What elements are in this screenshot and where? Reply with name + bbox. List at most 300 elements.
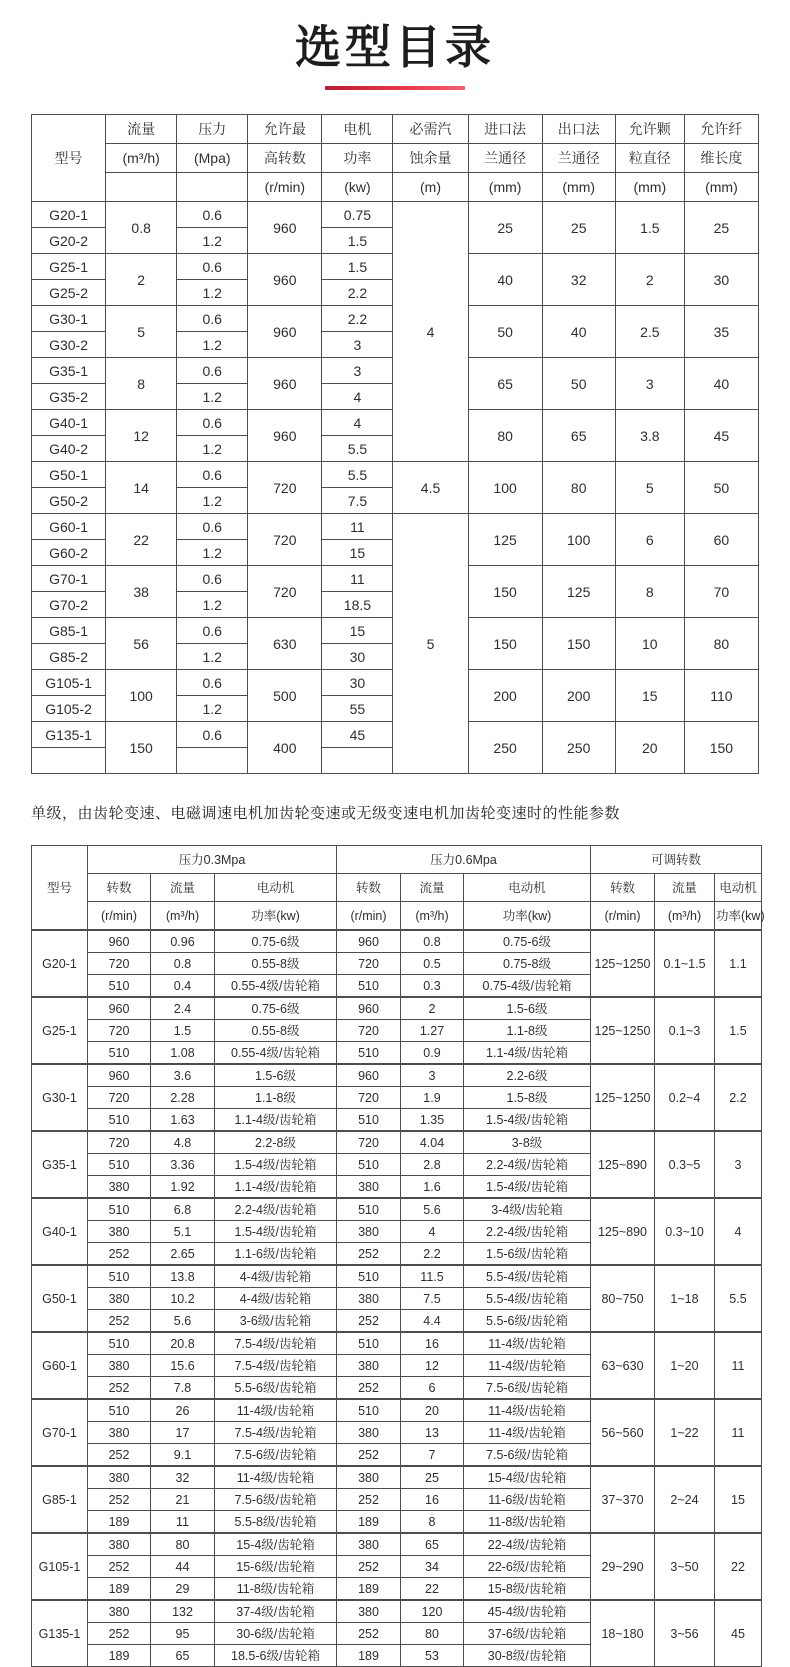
motor-power-cell: 18.5	[322, 592, 393, 618]
flow-cell: 0.9	[401, 1042, 464, 1065]
pressure-cell: 0.6	[177, 722, 248, 748]
speed-cell: 510	[88, 1399, 151, 1422]
model-cell: G105-1	[32, 1533, 88, 1600]
speed-cell: 380	[337, 1221, 401, 1243]
adj-speed-cell: 80~750	[591, 1265, 655, 1332]
flow-cell: 0.8	[106, 202, 177, 254]
flow-cell: 65	[151, 1645, 215, 1667]
adj-flow-cell: 0.1~3	[655, 997, 715, 1064]
header-cell: 允许颗	[615, 115, 684, 144]
pressure-cell: 0.6	[177, 410, 248, 436]
flow-cell: 80	[401, 1623, 464, 1645]
speed-cell: 960	[337, 930, 401, 953]
model-cell: G30-1	[32, 1064, 88, 1131]
model-cell: G50-2	[32, 488, 106, 514]
npsh-cell: 5	[393, 514, 468, 774]
header-cell-unit: (r/min)	[88, 902, 151, 931]
motor-cell: 1.5-4级/齿轮箱	[215, 1154, 337, 1176]
flow-cell: 22	[106, 514, 177, 566]
pressure-cell: 0.6	[177, 254, 248, 280]
flow-cell: 1.6	[401, 1176, 464, 1199]
table-row	[32, 1600, 762, 1623]
outlet-diameter-cell: 200	[542, 670, 615, 722]
model-cell: G50-1	[32, 1265, 88, 1332]
model-cell: G70-2	[32, 592, 106, 618]
flow-cell: 4	[401, 1221, 464, 1243]
max-speed-cell: 720	[248, 514, 322, 566]
flow-cell: 9.1	[151, 1444, 215, 1467]
speed-cell: 380	[337, 1422, 401, 1444]
motor-power-cell: 11	[322, 514, 393, 540]
flow-cell: 7.5	[401, 1288, 464, 1310]
table-row	[32, 1131, 762, 1154]
speed-cell: 510	[337, 1154, 401, 1176]
motor-cell: 15-8级/齿轮箱	[464, 1578, 591, 1601]
flow-cell: 3.6	[151, 1064, 215, 1087]
header-cell: (mm)	[468, 173, 542, 202]
motor-power-cell: 11	[322, 566, 393, 592]
header-cell: 压力	[177, 115, 248, 144]
pressure-cell: 1.2	[177, 696, 248, 722]
motor-cell: 22-6级/齿轮箱	[464, 1556, 591, 1578]
table-row	[32, 514, 759, 540]
speed-cell: 510	[88, 1109, 151, 1132]
speed-cell: 380	[88, 1422, 151, 1444]
motor-power-cell: 2.2	[322, 306, 393, 332]
motor-cell: 1.1-8级	[215, 1087, 337, 1109]
flow-cell: 16	[401, 1489, 464, 1511]
selection-spec-table	[31, 114, 759, 774]
speed-cell: 720	[88, 1087, 151, 1109]
fiber-length-cell: 70	[684, 566, 758, 618]
motor-power-cell: 1.5	[322, 254, 393, 280]
motor-power-cell: 55	[322, 696, 393, 722]
model-cell: G70-1	[32, 1399, 88, 1466]
header-cell-model: 型号	[32, 115, 106, 202]
flow-cell: 21	[151, 1489, 215, 1511]
motor-cell: 5.5-4级/齿轮箱	[464, 1288, 591, 1310]
motor-cell: 4-4级/齿轮箱	[215, 1288, 337, 1310]
flow-cell: 1.92	[151, 1176, 215, 1199]
motor-cell: 11-6级/齿轮箱	[464, 1489, 591, 1511]
speed-cell: 252	[337, 1489, 401, 1511]
inlet-diameter-cell: 200	[468, 670, 542, 722]
motor-cell: 11-4级/齿轮箱	[464, 1399, 591, 1422]
speed-cell: 380	[337, 1288, 401, 1310]
motor-cell: 2.2-4级/齿轮箱	[464, 1154, 591, 1176]
model-cell: G20-1	[32, 930, 88, 997]
header-cell: 高转数	[248, 144, 322, 173]
flow-cell: 10.2	[151, 1288, 215, 1310]
max-speed-cell: 500	[248, 670, 322, 722]
flow-cell: 95	[151, 1623, 215, 1645]
model-cell: G135-1	[32, 722, 106, 748]
flow-cell: 132	[151, 1600, 215, 1623]
motor-cell: 11-8级/齿轮箱	[464, 1511, 591, 1534]
flow-cell: 8	[401, 1511, 464, 1534]
header-cell: (m)	[393, 173, 468, 202]
speed-cell: 510	[88, 1332, 151, 1355]
flow-cell: 32	[151, 1466, 215, 1489]
motor-cell: 2.2-4级/齿轮箱	[464, 1221, 591, 1243]
motor-cell: 11-8级/齿轮箱	[215, 1578, 337, 1601]
header-cell-unit: (m³/h)	[151, 902, 215, 931]
max-speed-cell: 960	[248, 254, 322, 306]
flow-cell: 8	[106, 358, 177, 410]
speed-cell: 510	[88, 1154, 151, 1176]
speed-cell: 510	[337, 1265, 401, 1288]
adj-flow-cell: 3~56	[655, 1600, 715, 1667]
table-row	[32, 1198, 762, 1221]
adj-flow-cell: 1~20	[655, 1332, 715, 1399]
flow-cell: 4.04	[401, 1131, 464, 1154]
model-cell	[32, 748, 106, 774]
motor-cell: 0.75-8级	[464, 953, 591, 975]
flow-cell: 13.8	[151, 1265, 215, 1288]
speed-cell: 252	[88, 1377, 151, 1400]
particle-diameter-cell: 6	[615, 514, 684, 566]
model-cell: G25-1	[32, 997, 88, 1064]
motor-cell: 15-4级/齿轮箱	[215, 1533, 337, 1556]
inlet-diameter-cell: 250	[468, 722, 542, 774]
flow-cell: 0.3	[401, 975, 464, 998]
motor-cell: 3-6级/齿轮箱	[215, 1310, 337, 1333]
header-cell-unit: (m³/h)	[655, 902, 715, 931]
pressure-cell: 0.6	[177, 306, 248, 332]
pressure-cell: 1.2	[177, 332, 248, 358]
header-cell: 兰通径	[468, 144, 542, 173]
model-cell: G85-1	[32, 1466, 88, 1533]
particle-diameter-cell: 1.5	[615, 202, 684, 254]
header-cell: 流量	[106, 115, 177, 144]
flow-cell: 6.8	[151, 1198, 215, 1221]
header-cell-group: 压力0.3Mpa	[88, 846, 337, 874]
outlet-diameter-cell: 65	[542, 410, 615, 462]
speed-cell: 510	[88, 1265, 151, 1288]
speed-cell: 189	[88, 1578, 151, 1601]
max-speed-cell: 960	[248, 410, 322, 462]
flow-cell: 17	[151, 1422, 215, 1444]
header-cell-group: 可调转数	[591, 846, 762, 874]
speed-cell: 380	[88, 1466, 151, 1489]
header-cell: (mm)	[684, 173, 758, 202]
flow-cell: 120	[401, 1600, 464, 1623]
page-title: 选型目录	[295, 21, 495, 73]
speed-cell: 380	[88, 1176, 151, 1199]
inlet-diameter-cell: 125	[468, 514, 542, 566]
fiber-length-cell: 80	[684, 618, 758, 670]
speed-cell: 252	[337, 1377, 401, 1400]
motor-cell: 2.2-8级	[215, 1131, 337, 1154]
flow-cell: 5.6	[151, 1310, 215, 1333]
header-row	[32, 846, 762, 874]
flow-cell: 2.4	[151, 997, 215, 1020]
particle-diameter-cell: 5	[615, 462, 684, 514]
speed-cell: 510	[337, 1109, 401, 1132]
table-row	[32, 930, 762, 953]
inlet-diameter-cell: 65	[468, 358, 542, 410]
flow-cell: 5.1	[151, 1221, 215, 1243]
speed-cell: 380	[88, 1600, 151, 1623]
pressure-cell	[177, 748, 248, 774]
particle-diameter-cell: 20	[615, 722, 684, 774]
flow-cell: 1.08	[151, 1042, 215, 1065]
adj-motor-power-cell: 22	[715, 1533, 762, 1600]
speed-cell: 380	[88, 1533, 151, 1556]
motor-power-cell: 5.5	[322, 462, 393, 488]
particle-diameter-cell: 3.8	[615, 410, 684, 462]
motor-cell: 18.5-6级/齿轮箱	[215, 1645, 337, 1667]
header-cell: 蚀余量	[393, 144, 468, 173]
flow-cell: 7.8	[151, 1377, 215, 1400]
particle-diameter-cell: 2	[615, 254, 684, 306]
flow-cell: 2	[401, 997, 464, 1020]
performance-note: 单级，由齿轮变速、电磁调速电机加齿轮变速或无级变速电机加齿轮变速时的性能参数	[31, 805, 621, 823]
header-cell-unit: (m³/h)	[401, 902, 464, 931]
motor-power-cell: 30	[322, 644, 393, 670]
speed-cell: 252	[337, 1310, 401, 1333]
model-cell: G70-1	[32, 566, 106, 592]
pressure-cell: 1.2	[177, 384, 248, 410]
model-cell: G35-2	[32, 384, 106, 410]
flow-cell: 150	[106, 722, 177, 774]
performance-table-wrap	[31, 845, 765, 1667]
flow-cell: 14	[106, 462, 177, 514]
speed-cell: 380	[88, 1355, 151, 1377]
max-speed-cell: 720	[248, 566, 322, 618]
flow-cell: 3.36	[151, 1154, 215, 1176]
motor-cell: 2.2-6级	[464, 1064, 591, 1087]
flow-cell: 80	[151, 1533, 215, 1556]
motor-power-cell: 15	[322, 618, 393, 644]
particle-diameter-cell: 10	[615, 618, 684, 670]
flow-cell: 11.5	[401, 1265, 464, 1288]
speed-cell: 510	[88, 975, 151, 998]
motor-power-cell: 5.5	[322, 436, 393, 462]
motor-cell: 0.55-4级/齿轮箱	[215, 975, 337, 998]
speed-cell: 380	[337, 1176, 401, 1199]
flow-cell: 3	[401, 1064, 464, 1087]
pressure-cell: 0.6	[177, 202, 248, 228]
table-row	[32, 1332, 762, 1355]
speed-cell: 720	[88, 953, 151, 975]
flow-cell: 0.5	[401, 953, 464, 975]
motor-cell: 11-4级/齿轮箱	[464, 1332, 591, 1355]
header-row	[32, 115, 759, 144]
model-cell: G20-2	[32, 228, 106, 254]
motor-power-cell: 0.75	[322, 202, 393, 228]
header-cell: 出口法	[542, 115, 615, 144]
motor-cell: 30-6级/齿轮箱	[215, 1623, 337, 1645]
pressure-cell: 1.2	[177, 436, 248, 462]
outlet-diameter-cell: 150	[542, 618, 615, 670]
header-row	[32, 902, 762, 931]
speed-cell: 380	[337, 1466, 401, 1489]
npsh-cell: 4	[393, 202, 468, 462]
flow-cell: 20	[401, 1399, 464, 1422]
flow-cell: 34	[401, 1556, 464, 1578]
flow-cell: 26	[151, 1399, 215, 1422]
flow-cell: 22	[401, 1578, 464, 1601]
fiber-length-cell: 50	[684, 462, 758, 514]
speed-cell: 252	[88, 1556, 151, 1578]
pressure-cell: 0.6	[177, 566, 248, 592]
speed-cell: 720	[337, 1131, 401, 1154]
adj-speed-cell: 63~630	[591, 1332, 655, 1399]
header-cell: 兰通径	[542, 144, 615, 173]
speed-cell: 189	[337, 1578, 401, 1601]
adj-speed-cell: 29~290	[591, 1533, 655, 1600]
table-row	[32, 1533, 762, 1556]
npsh-cell: 4.5	[393, 462, 468, 514]
header-row	[32, 874, 762, 902]
speed-cell: 510	[337, 1198, 401, 1221]
table-row	[32, 1399, 762, 1422]
particle-diameter-cell: 8	[615, 566, 684, 618]
header-cell: 电动机	[715, 874, 762, 902]
flow-cell: 4.4	[401, 1310, 464, 1333]
motor-cell: 11-4级/齿轮箱	[464, 1355, 591, 1377]
flow-cell: 4.8	[151, 1131, 215, 1154]
motor-cell: 1.5-4级/齿轮箱	[464, 1109, 591, 1132]
speed-cell: 252	[337, 1444, 401, 1467]
model-cell: G135-1	[32, 1600, 88, 1667]
speed-cell: 380	[337, 1533, 401, 1556]
model-cell: G30-2	[32, 332, 106, 358]
motor-cell: 30-8级/齿轮箱	[464, 1645, 591, 1667]
flow-cell: 12	[401, 1355, 464, 1377]
speed-cell: 252	[88, 1623, 151, 1645]
header-cell: 转数	[337, 874, 401, 902]
perf-table-body	[32, 930, 762, 1667]
adj-motor-power-cell: 5.5	[715, 1265, 762, 1332]
adj-flow-cell: 0.1~1.5	[655, 930, 715, 997]
speed-cell: 510	[88, 1198, 151, 1221]
motor-cell: 1.1-4级/齿轮箱	[215, 1109, 337, 1132]
speed-cell: 510	[337, 1399, 401, 1422]
fiber-length-cell: 40	[684, 358, 758, 410]
max-speed-cell: 720	[248, 462, 322, 514]
motor-cell: 0.55-8级	[215, 953, 337, 975]
speed-cell: 380	[88, 1288, 151, 1310]
motor-cell: 2.2-4级/齿轮箱	[215, 1198, 337, 1221]
motor-power-cell: 45	[322, 722, 393, 748]
header-cell: 流量	[655, 874, 715, 902]
flow-cell: 16	[401, 1332, 464, 1355]
header-cell-group: 压力0.6Mpa	[337, 846, 591, 874]
model-cell: G60-1	[32, 514, 106, 540]
speed-cell: 720	[337, 1020, 401, 1042]
fiber-length-cell: 30	[684, 254, 758, 306]
header-cell	[106, 173, 177, 202]
flow-cell: 11	[151, 1511, 215, 1534]
model-cell: G105-2	[32, 696, 106, 722]
model-cell: G50-1	[32, 462, 106, 488]
motor-cell: 1.1-4级/齿轮箱	[464, 1042, 591, 1065]
motor-cell: 7.5-6级/齿轮箱	[215, 1444, 337, 1467]
flow-cell: 53	[401, 1645, 464, 1667]
speed-cell: 380	[88, 1221, 151, 1243]
speed-cell: 510	[337, 975, 401, 998]
speed-cell: 720	[88, 1020, 151, 1042]
adj-motor-power-cell: 4	[715, 1198, 762, 1265]
fiber-length-cell: 35	[684, 306, 758, 358]
selection-table-wrap	[31, 114, 759, 774]
header-cell-model: 型号	[32, 846, 88, 931]
inlet-diameter-cell: 150	[468, 618, 542, 670]
adj-speed-cell: 125~890	[591, 1131, 655, 1198]
model-cell: G40-2	[32, 436, 106, 462]
adj-motor-power-cell: 3	[715, 1131, 762, 1198]
max-speed-cell: 960	[248, 306, 322, 358]
header-cell: 必需汽	[393, 115, 468, 144]
motor-cell: 7.5-6级/齿轮箱	[464, 1444, 591, 1467]
max-speed-cell: 960	[248, 202, 322, 254]
speed-cell: 252	[88, 1489, 151, 1511]
speed-cell: 252	[88, 1243, 151, 1266]
flow-cell: 0.96	[151, 930, 215, 953]
adj-motor-power-cell: 1.1	[715, 930, 762, 997]
header-cell: 允许纤	[684, 115, 758, 144]
speed-cell: 720	[337, 1087, 401, 1109]
pressure-cell: 0.6	[177, 618, 248, 644]
motor-cell: 3-8级	[464, 1131, 591, 1154]
motor-cell: 7.5-4级/齿轮箱	[215, 1355, 337, 1377]
model-cell: G25-1	[32, 254, 106, 280]
flow-cell: 13	[401, 1422, 464, 1444]
outlet-diameter-cell: 32	[542, 254, 615, 306]
header-cell: 功率	[322, 144, 393, 173]
header-cell-unit: 功率(kw)	[715, 902, 762, 931]
motor-cell: 1.1-8级	[464, 1020, 591, 1042]
flow-cell: 100	[106, 670, 177, 722]
motor-power-cell: 3	[322, 358, 393, 384]
flow-cell: 0.8	[151, 953, 215, 975]
speed-cell: 510	[337, 1332, 401, 1355]
speed-cell: 380	[337, 1600, 401, 1623]
flow-cell: 2.28	[151, 1087, 215, 1109]
adj-motor-power-cell: 1.5	[715, 997, 762, 1064]
adj-flow-cell: 1~22	[655, 1399, 715, 1466]
max-speed-cell: 960	[248, 358, 322, 410]
pressure-cell: 0.6	[177, 462, 248, 488]
header-row	[32, 144, 759, 173]
speed-cell: 720	[337, 953, 401, 975]
motor-cell: 7.5-4级/齿轮箱	[215, 1332, 337, 1355]
adj-speed-cell: 125~1250	[591, 997, 655, 1064]
motor-cell: 1.5-6级	[464, 997, 591, 1020]
flow-cell: 6	[401, 1377, 464, 1400]
particle-diameter-cell: 3	[615, 358, 684, 410]
flow-cell: 5	[106, 306, 177, 358]
speed-cell: 252	[337, 1623, 401, 1645]
pressure-cell: 1.2	[177, 592, 248, 618]
header-cell-unit: 功率(kw)	[215, 902, 337, 931]
flow-cell: 5.6	[401, 1198, 464, 1221]
flow-cell: 0.4	[151, 975, 215, 998]
motor-cell: 0.75-4级/齿轮箱	[464, 975, 591, 998]
motor-cell: 4-4级/齿轮箱	[215, 1265, 337, 1288]
table-row	[32, 997, 762, 1020]
pressure-cell: 1.2	[177, 540, 248, 566]
flow-cell: 1.27	[401, 1020, 464, 1042]
header-cell: 流量	[151, 874, 215, 902]
spec-table-body	[32, 202, 759, 774]
table-row	[32, 202, 759, 228]
speed-cell: 720	[88, 1131, 151, 1154]
adj-speed-cell: 56~560	[591, 1399, 655, 1466]
header-cell: 粒直径	[615, 144, 684, 173]
